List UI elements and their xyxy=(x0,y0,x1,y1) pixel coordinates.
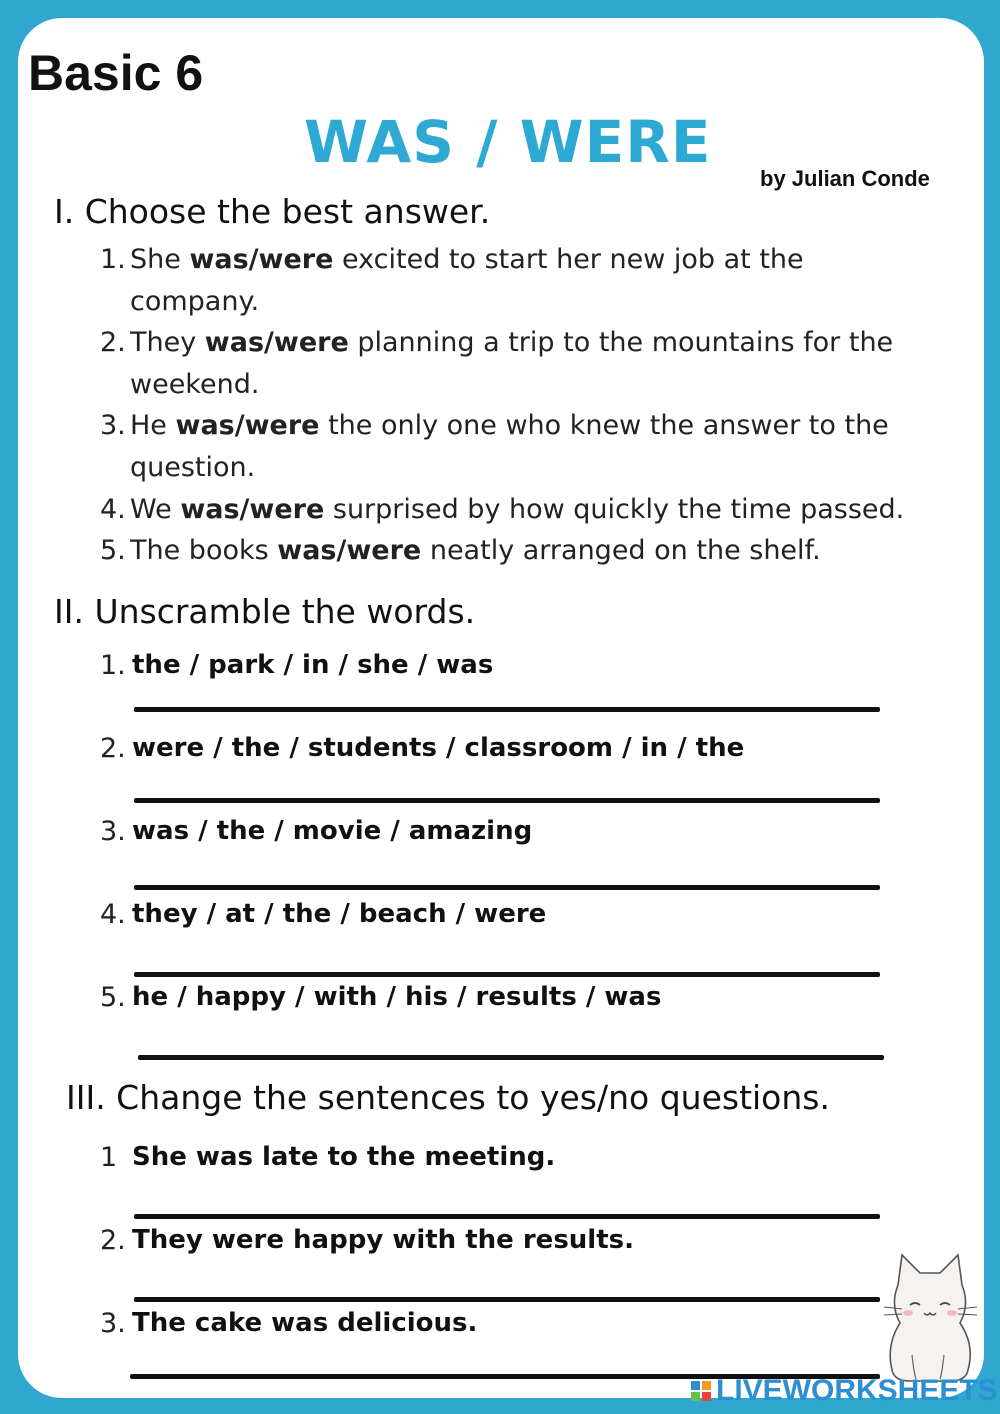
answer-line[interactable] xyxy=(134,885,880,890)
item-number: 1. xyxy=(100,244,126,275)
item-number: 5. xyxy=(100,535,126,566)
item-text-continued: weekend. xyxy=(130,369,260,400)
item-number: 3. xyxy=(100,410,126,441)
item-number: 2. xyxy=(100,1225,126,1256)
statement-sentence: They were happy with the results. xyxy=(132,1225,634,1255)
answer-line[interactable] xyxy=(134,1214,880,1219)
statement-sentence: She was late to the meeting. xyxy=(132,1142,556,1172)
answer-line[interactable] xyxy=(138,1055,884,1060)
item-text: He was/were the only one who knew the answer to the xyxy=(130,410,889,441)
item-number: 2. xyxy=(100,733,126,764)
liveworksheets-logo xyxy=(690,1374,998,1408)
liveworksheets-logo-icon xyxy=(690,1380,712,1402)
scrambled-words: he / happy / with / his / results / was xyxy=(132,982,662,1012)
item-text: The books was/were neatly arranged on the shelf. xyxy=(130,535,821,566)
answer-choice[interactable]: was/were xyxy=(180,494,325,525)
scrambled-words: they / at / the / beach / were xyxy=(132,899,547,929)
item-number: 3. xyxy=(100,1308,126,1339)
section-3-heading: III. Change the sentences to yes/no questions. xyxy=(66,1078,830,1117)
logo-text: LIVEWORKSHEETS xyxy=(716,1374,998,1407)
statement-sentence: The cake was delicious. xyxy=(132,1308,478,1338)
answer-choice[interactable]: was/were xyxy=(204,327,349,358)
cat-icon xyxy=(880,1245,980,1385)
item-number: 3. xyxy=(100,816,126,847)
scrambled-words: was / the / movie / amazing xyxy=(132,816,533,846)
answer-line[interactable] xyxy=(134,972,880,977)
item-number: 5. xyxy=(100,982,126,1013)
section-2-heading: II. Unscramble the words. xyxy=(54,592,476,631)
section-1-heading: I. Choose the best answer. xyxy=(54,192,491,231)
answer-choice[interactable]: was/were xyxy=(277,535,422,566)
scrambled-words: were / the / students / classroom / in / the xyxy=(132,733,745,763)
item-text: She was/were excited to start her new job at the xyxy=(130,244,804,275)
author-credit: by Julian Conde xyxy=(760,166,930,191)
item-number: 1 xyxy=(100,1142,118,1173)
item-number: 4. xyxy=(100,494,126,525)
item-text-continued: question. xyxy=(130,452,256,483)
answer-line[interactable] xyxy=(134,1297,880,1302)
answer-line[interactable] xyxy=(134,707,880,712)
worksheet-title: WAS / WERE xyxy=(304,108,712,176)
item-number: 1. xyxy=(100,650,126,681)
item-text: They was/were planning a trip to the mountains for the xyxy=(130,327,894,358)
scrambled-words: the / park / in / she / was xyxy=(132,650,494,680)
answer-choice[interactable]: was/were xyxy=(175,410,320,441)
item-text: We was/were surprised by how quickly the time passed. xyxy=(130,494,905,525)
item-text-continued: company. xyxy=(130,286,260,317)
item-number: 2. xyxy=(100,327,126,358)
answer-line[interactable] xyxy=(134,798,880,803)
level-label: Basic 6 xyxy=(28,45,204,101)
item-number: 4. xyxy=(100,899,126,930)
answer-choice[interactable]: was/were xyxy=(189,244,334,275)
